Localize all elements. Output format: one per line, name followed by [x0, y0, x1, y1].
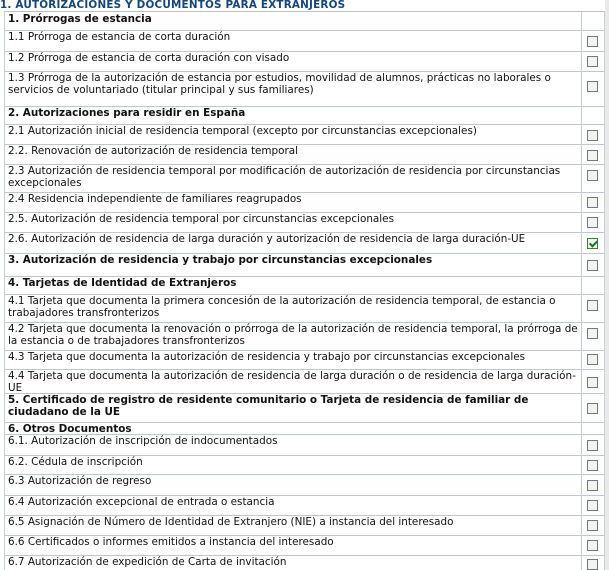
- section-header-label: 5. Certificado de registro de residente comunitario o Tarjeta de residencia de familiar de ciudadano de la UE: [4, 393, 582, 422]
- item-label: 2.5. Autorización de residencia temporal por circunstancias excepcionales: [4, 212, 582, 232]
- table-row: [4, 30, 605, 52]
- checkbox[interactable]: [587, 170, 598, 181]
- section-header-label: 4. Tarjetas de Identidad de Extranjeros: [4, 276, 582, 294]
- checkbox[interactable]: [587, 217, 598, 228]
- section-header-label: 6. Otros Documentos: [4, 422, 582, 434]
- item-label: 6.4 Autorización excepcional de entrada o estancia: [4, 495, 582, 515]
- table-row: [4, 495, 605, 516]
- table-row: [4, 350, 605, 370]
- checkbox-cell: [582, 294, 605, 322]
- checkbox[interactable]: [587, 354, 598, 365]
- item-label: 6.3 Autorización de regreso: [4, 474, 582, 495]
- item-label: 2.6. Autorización de residencia de larga duración y autorización de residencia de larga duración-UE: [4, 232, 582, 253]
- checkbox[interactable]: [587, 130, 598, 141]
- checkbox-cell: [582, 106, 605, 124]
- checkbox[interactable]: [587, 197, 598, 208]
- checkbox-cell: [582, 51, 605, 71]
- item-label: 4.1 Tarjeta que documenta la primera concesión de la autorización de residencia temporal, de estancia o trabajadores transfronterizos: [4, 294, 582, 322]
- item-label: 6.6 Certificados o informes emitidos a instancia del interesado: [4, 535, 582, 555]
- table-row: [4, 369, 605, 394]
- section-header-label: 1. Prórrogas de estancia: [4, 12, 582, 30]
- item-label: 1.1 Prórroga de estancia de corta duración: [4, 30, 582, 51]
- checkbox-cell: [582, 124, 605, 144]
- checkbox-cell: [582, 535, 605, 555]
- item-label: 2.2. Renovación de autorización de residencia temporal: [4, 144, 582, 164]
- table-row: [4, 212, 605, 233]
- item-label: 1.2 Prórroga de estancia de corta duración con visado: [4, 51, 582, 71]
- checkbox-cell: [582, 474, 605, 495]
- checkbox[interactable]: [587, 81, 598, 92]
- checkbox-cell: [582, 322, 605, 350]
- checkbox-cell: [582, 164, 605, 192]
- scrollbar[interactable]: [605, 0, 609, 570]
- item-label: 4.3 Tarjeta que documenta la autorización de residencia y trabajo por circunstancias excepcionales: [4, 350, 582, 369]
- checkbox[interactable]: [587, 403, 598, 414]
- table-row: [4, 555, 605, 570]
- checkbox[interactable]: [587, 260, 598, 271]
- table-row: [4, 144, 605, 165]
- checkbox-cell: [582, 71, 605, 106]
- item-label: 6.2. Cédula de inscripción: [4, 455, 582, 474]
- table-row: [4, 71, 605, 107]
- checkbox-cell: [582, 212, 605, 232]
- item-label: 6.5 Asignación de Número de Identidad de Extranjero (NIE) a instancia del interesado: [4, 515, 582, 535]
- checkbox[interactable]: [587, 300, 598, 311]
- item-label: 6.7 Autorización de expedición de Carta de invitación: [4, 555, 582, 570]
- checkbox[interactable]: [587, 500, 598, 511]
- item-label: 4.4 Tarjeta que documenta la autorización de residencia de larga duración o de residencia de larga duración-UE: [4, 369, 582, 393]
- checkbox-cell: [582, 30, 605, 51]
- checkbox-cell: [582, 12, 605, 30]
- checkbox-cell: [582, 144, 605, 164]
- table-row: [4, 253, 605, 277]
- table-row: [4, 51, 605, 72]
- documents-table: [4, 11, 608, 570]
- checkbox-cell: [582, 434, 605, 455]
- checkbox-checked[interactable]: [587, 238, 598, 249]
- checkbox-cell: [582, 515, 605, 535]
- checkbox[interactable]: [587, 520, 598, 531]
- table-row: [4, 106, 605, 125]
- item-label: 2.1 Autorización inicial de residencia temporal (excepto por circunstancias excepcionales): [4, 124, 582, 144]
- table-row: [4, 12, 605, 31]
- checkbox[interactable]: [587, 540, 598, 551]
- checkbox[interactable]: [587, 559, 598, 570]
- item-label: 4.2 Tarjeta que documenta la renovación o prórroga de la autorización de residencia temporal, la prórroga de la estancia o de trabajadores transfronterizos: [4, 322, 582, 350]
- section-header-label: 3. Autorización de residencia y trabajo por circunstancias excepcionales: [4, 253, 582, 276]
- item-label: 2.4 Residencia independiente de familiares reagrupados: [4, 192, 582, 212]
- table-row: [4, 124, 605, 145]
- checkbox-cell: [582, 369, 605, 393]
- checkbox-cell: [582, 422, 605, 434]
- checkbox-cell: [582, 276, 605, 294]
- checkbox-cell: [582, 555, 605, 570]
- table-row: [4, 294, 605, 323]
- section-title: 1. AUTORIZACIONES Y DOCUMENTOS PARA EXTRANJEROS: [0, 0, 346, 11]
- item-label: 2.3 Autorización de residencia temporal por modificación de autorización de residencia por circunstancias excepcionales: [4, 164, 582, 192]
- checkbox[interactable]: [587, 328, 598, 339]
- checkbox[interactable]: [587, 150, 598, 161]
- checkbox-cell: [582, 393, 605, 422]
- section-header-label: 2. Autorizaciones para residir en España: [4, 106, 582, 124]
- item-label: 6.1. Autorización de inscripción de indocumentados: [4, 434, 582, 455]
- table-row: [4, 474, 605, 496]
- checkbox-cell: [582, 232, 605, 253]
- table-row: [4, 455, 605, 475]
- table-row: [4, 393, 605, 423]
- checkbox[interactable]: [587, 377, 598, 388]
- checkbox[interactable]: [587, 480, 598, 491]
- checkbox-cell: [582, 253, 605, 276]
- table-row: [4, 434, 605, 456]
- table-row: [4, 232, 605, 254]
- checkbox-cell: [582, 192, 605, 212]
- table-row: [4, 276, 605, 295]
- checkbox[interactable]: [587, 56, 598, 67]
- checkbox-cell: [582, 350, 605, 369]
- table-row: [4, 322, 605, 351]
- table-row: [4, 192, 605, 213]
- table-row: [4, 535, 605, 556]
- checkbox-cell: [582, 455, 605, 474]
- checkbox-cell: [582, 495, 605, 515]
- checkbox[interactable]: [587, 36, 598, 47]
- checkbox[interactable]: [587, 440, 598, 451]
- table-row: [4, 515, 605, 536]
- item-label: 1.3 Prórroga de la autorización de estancia por estudios, movilidad de alumnos, prácticas no laborales o servicios de voluntariado (titular principal y sus familiares): [4, 71, 582, 106]
- checkbox[interactable]: [587, 460, 598, 471]
- table-row: [4, 164, 605, 193]
